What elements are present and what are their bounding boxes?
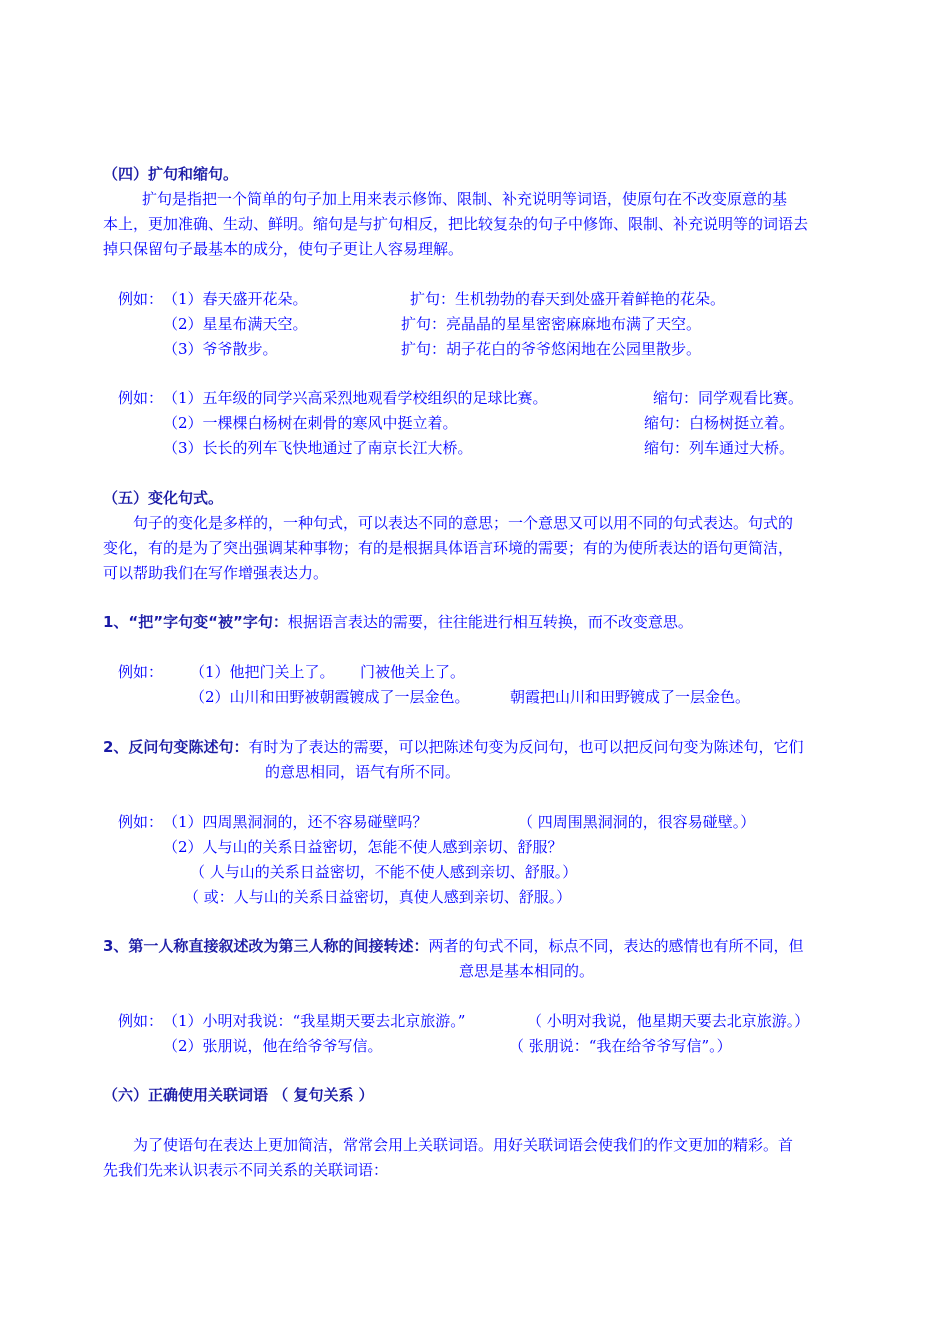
ba-bei-heading: 1、“把”字句变“被”字句： <box>103 613 288 631</box>
section-5-intro-line-3: 可以帮助我们在写作增强表达力。 <box>103 564 329 582</box>
expand-example-3: （3）爷爷散步。 <box>163 340 278 358</box>
rhetorical-example-prefix: 例如： <box>118 813 164 831</box>
expand-example-2: （2）星星布满天空。 <box>163 315 308 333</box>
expand-example-prefix: 例如： <box>118 290 164 308</box>
section-6-intro-line-2: 先我们先来认识表示不同关系的关联词语： <box>103 1161 389 1179</box>
section-4-intro-line-3: 掉只保留句子最基本的成分，使句子更让人容易理解。 <box>103 240 464 258</box>
section-4-intro-line-1: 扩句是指把一个简单的句子加上用来表示修饰、限制、补充说明等词语，使原句在不改变原意的基 <box>142 190 788 208</box>
ba-bei-example-1: （1）他把门关上了。 <box>190 663 335 681</box>
section-5-intro-line-2: 变化，有的是为了突出强调某种事物；有的是根据具体语言环境的需要；有的为使所表达的语句更简洁， <box>103 539 794 557</box>
shrink-result-2: 缩句：白杨树挺立着。 <box>644 414 795 432</box>
ba-bei-example-2: （2）山川和田野被朝霞镀成了一层金色。 <box>190 688 470 706</box>
section-5-intro-line-1: 句子的变化是多样的，一种句式，可以表达不同的意思；一个意思又可以用不同的句式表达。句式的 <box>133 514 794 532</box>
rhetorical-text-1: 有时为了表达的需要，可以把陈述句变为反问句，也可以把反问句变为陈述句，它们 <box>248 738 804 756</box>
section-5-title: （五）变化句式。 <box>103 489 224 507</box>
ba-bei-result-2: 朝霞把山川和田野镀成了一层金色。 <box>510 688 751 706</box>
expand-result-3: 扩句：胡子花白的爷爷悠闲地在公园里散步。 <box>401 340 702 358</box>
ba-bei-example-prefix: 例如： <box>118 663 164 681</box>
rhetorical-result-2: （ 人与山的关系日益密切，不能不使人感到亲切、舒服。） <box>190 863 578 881</box>
expand-example-1: （1）春天盛开花朵。 <box>163 290 308 308</box>
narration-paragraph <box>103 936 803 956</box>
rhetorical-example-2: （2）人与山的关系日益密切，怎能不使人感到亲切、舒服？ <box>163 838 563 856</box>
shrink-result-1: 缩句：同学观看比赛。 <box>653 389 804 407</box>
narration-result-1: （ 小明对我说，他星期天要去北京旅游。） <box>527 1012 810 1030</box>
section-6-title: （六）正确使用关联词语 （ 复句关系 ） <box>103 1086 374 1104</box>
ba-bei-result-1: 门被他关上了。 <box>360 663 466 681</box>
narration-result-2: （ 张朋说：“我在给爷爷写信”。） <box>509 1037 732 1055</box>
rhetorical-result-2-alt: （ 或：人与山的关系日益密切，真使人感到亲切、舒服。） <box>184 888 572 906</box>
section-4-title: （四）扩句和缩句。 <box>103 165 239 183</box>
shrink-example-1: （1）五年级的同学兴高采烈地观看学校组织的足球比赛。 <box>163 389 548 407</box>
shrink-example-2: （2）一棵棵白杨树在刺骨的寒风中挺立着。 <box>163 414 458 432</box>
shrink-example-3: （3）长长的列车飞快地通过了南京长江大桥。 <box>163 439 473 457</box>
narration-example-2: （2）张朋说，他在给爷爷写信。 <box>163 1037 383 1055</box>
narration-example-prefix: 例如： <box>118 1012 164 1030</box>
narration-text-1: 两者的句式不同，标点不同，表达的感情也有所不同，但 <box>428 937 804 955</box>
expand-result-2: 扩句：亮晶晶的星星密密麻麻地布满了天空。 <box>401 315 702 333</box>
expand-result-1: 扩句：生机勃勃的春天到处盛开着鲜艳的花朵。 <box>410 290 726 308</box>
section-6-intro-line-1: 为了使语句在表达上更加简洁，常常会用上关联词语。用好关联词语会使我们的作文更加的精彩。首 <box>133 1136 794 1154</box>
ba-bei-text: 根据语言表达的需要，往往能进行相互转换，而不改变意思。 <box>287 613 693 631</box>
rhetorical-result-1: （ 四周围黑洞洞的，很容易碰壁。） <box>518 813 756 831</box>
shrink-result-3: 缩句：列车通过大桥。 <box>644 439 795 457</box>
shrink-example-prefix: 例如： <box>118 389 164 407</box>
rhetorical-paragraph <box>103 737 803 757</box>
narration-text-2: 意思是基本相同的。 <box>459 962 595 980</box>
narration-example-1: （1）小明对我说：“我星期天要去北京旅游。” <box>163 1012 466 1030</box>
rhetorical-heading: 2、反问句变陈述句： <box>103 738 249 756</box>
rhetorical-example-1: （1）四周黑洞洞的，还不容易碰壁吗？ <box>163 813 428 831</box>
rhetorical-text-2: 的意思相同，语气有所不同。 <box>265 763 461 781</box>
ba-bei-paragraph <box>103 612 693 632</box>
narration-heading: 3、第一人称直接叙述改为第三人称的间接转述： <box>103 937 429 955</box>
section-4-intro-line-2: 本上，更加准确、生动、鲜明。缩句是与扩句相反，把比较复杂的句子中修饰、限制、补充说明等的词语去 <box>103 215 809 233</box>
